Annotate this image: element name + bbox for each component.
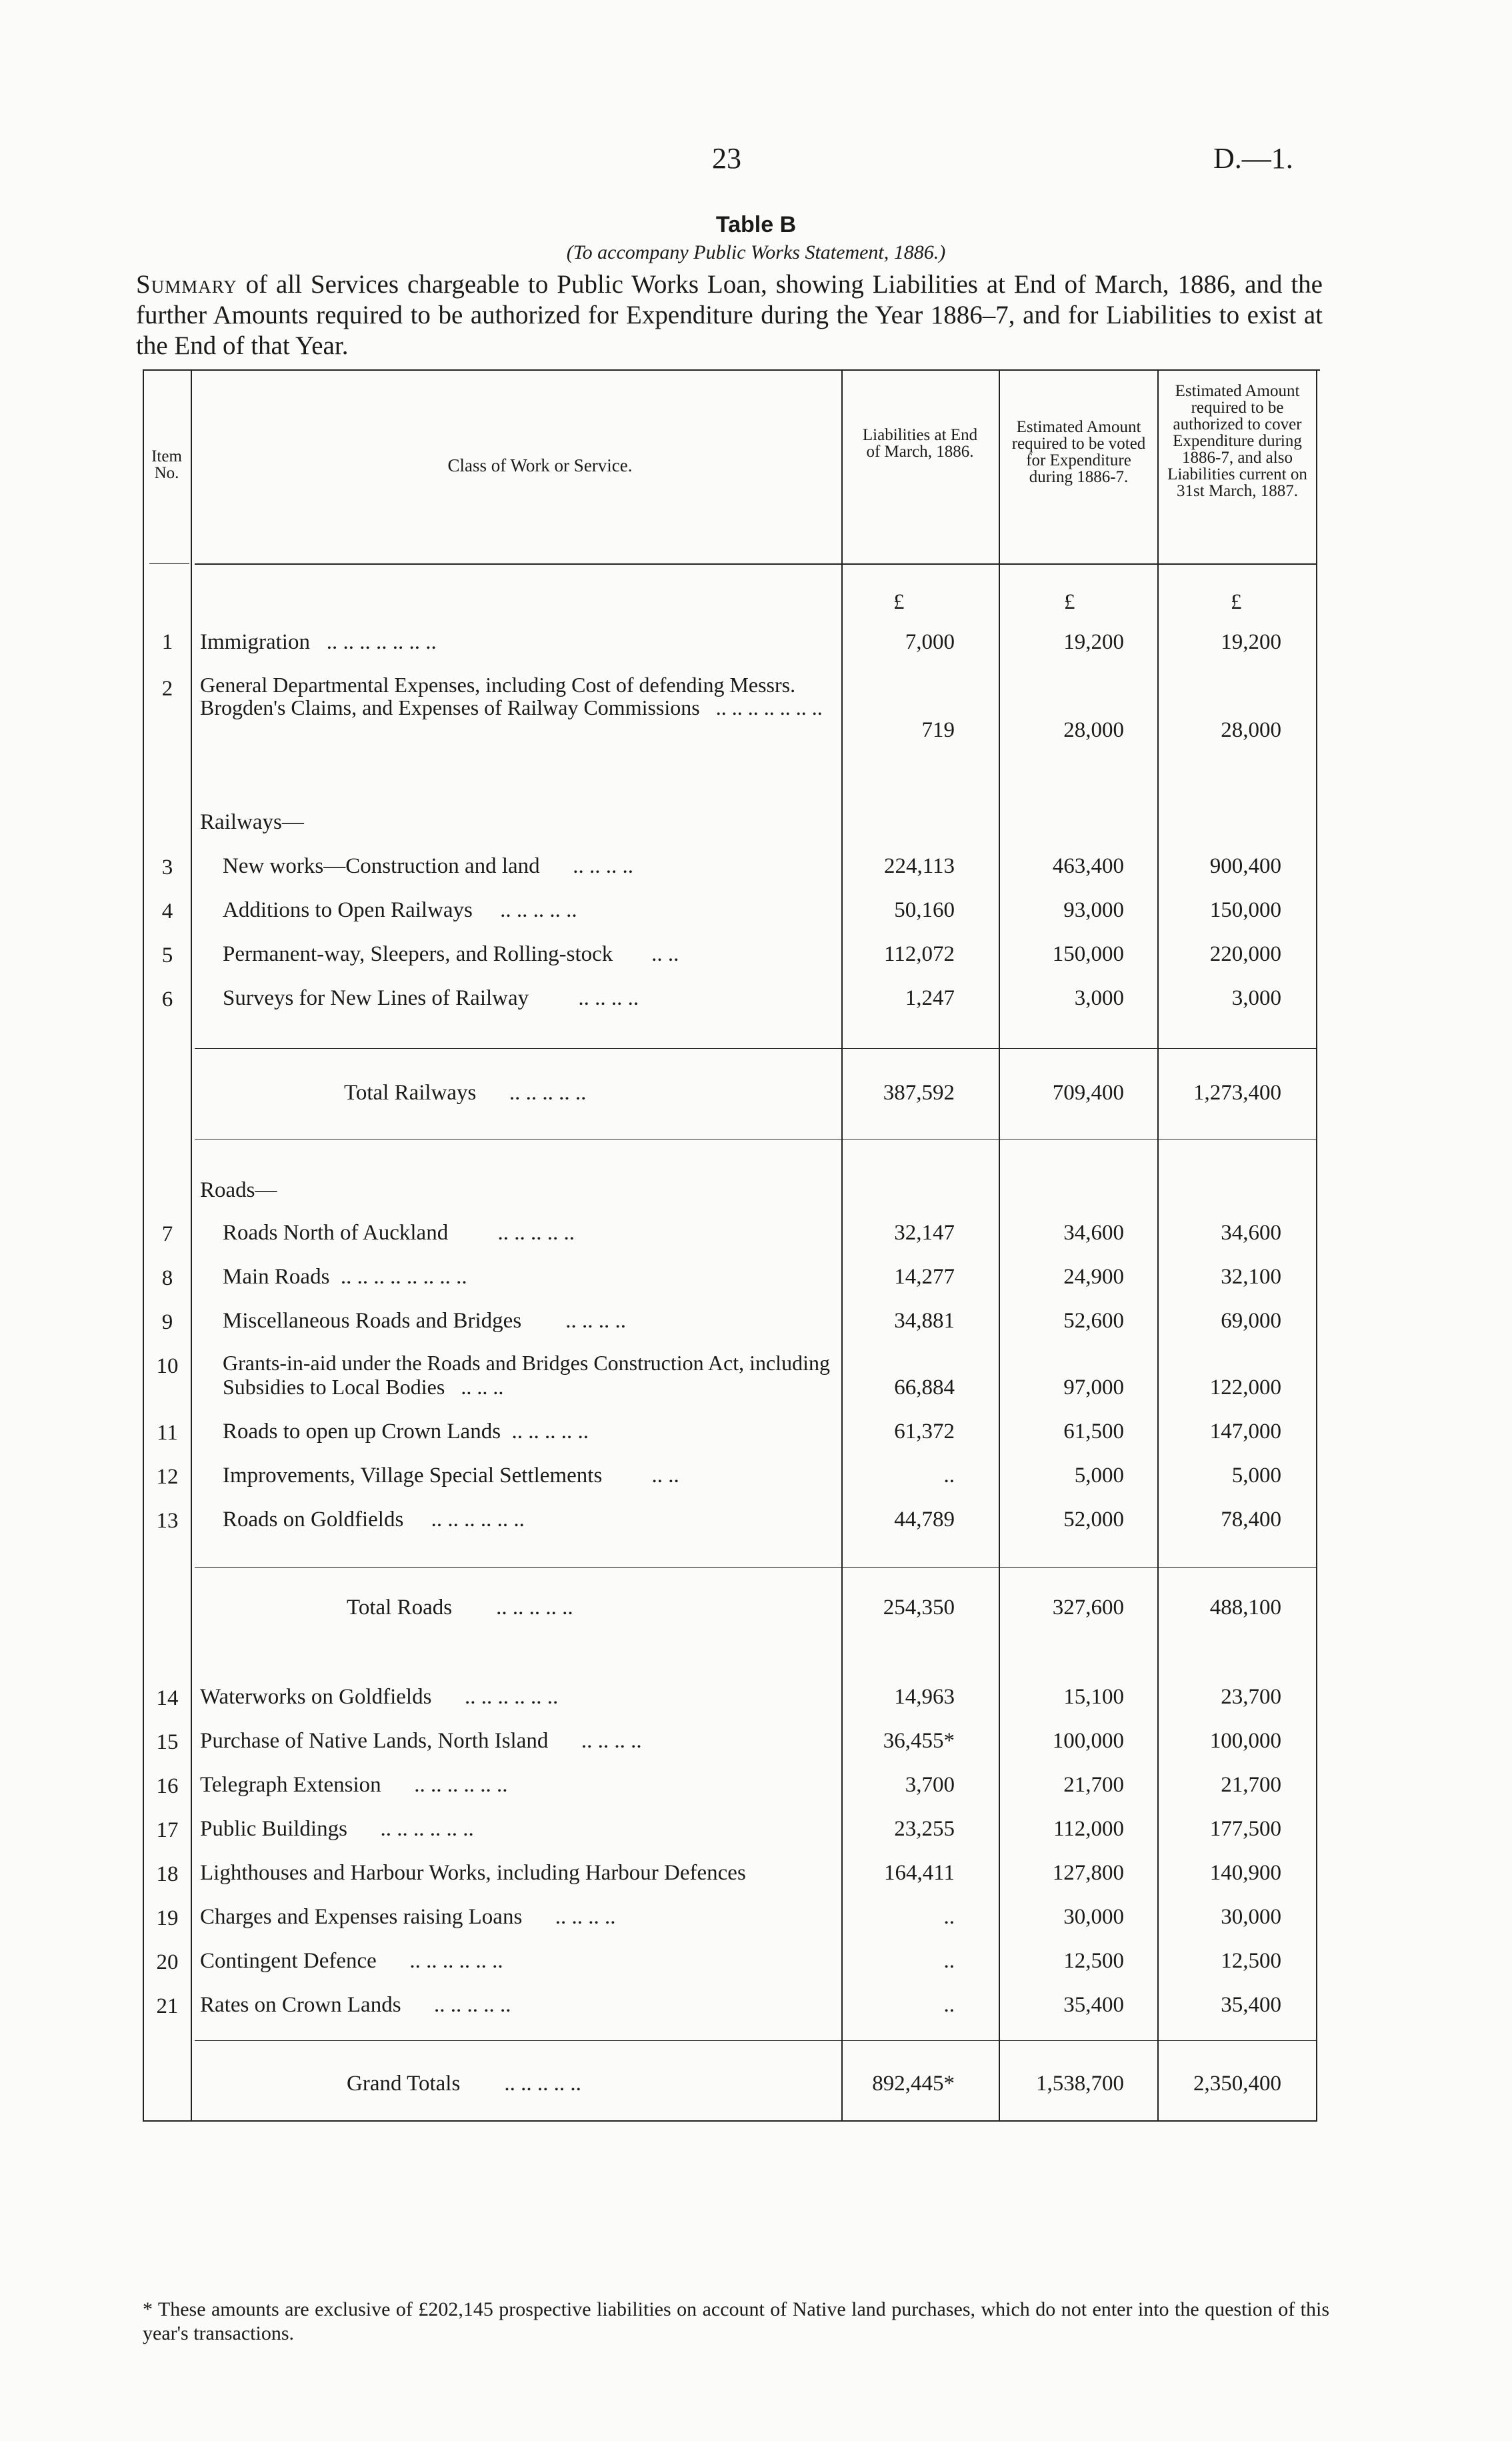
leader-dots: .. .. .. .. .. [511,1420,589,1444]
liabilities-value: 14,963 [894,1685,955,1709]
voted-value: 52,000 [1063,1508,1124,1532]
item-no: 2 [161,677,173,701]
leader-dots: .. .. .. .. [578,986,639,1010]
liabilities-value: 61,372 [894,1420,955,1444]
liabilities-value: .. [943,1949,955,1973]
grand-totals-label [347,2071,581,2096]
item-no: 4 [161,899,173,923]
desc-text: Contingent Defence [200,1949,377,1973]
liabilities-value: 14,277 [894,1265,955,1289]
desc-text: Waterworks on Goldfields [200,1685,432,1709]
liabilities-value: 892,445* [872,2072,955,2096]
table-title: Table B [715,212,797,237]
currency-authorized: £ [1231,590,1242,614]
desc-text: Improvements, Village Special Settlements [223,1464,603,1488]
authorized-value: 69,000 [1221,1309,1281,1333]
leader-dots: .. .. .. .. .. .. [414,1773,508,1797]
authorized-value: 23,700 [1221,1685,1281,1709]
voted-value: 112,000 [1053,1817,1124,1841]
row-desc [200,1816,474,1842]
desc-text: Surveys for New Lines of Railway [223,986,529,1010]
currency-voted: £ [1064,590,1075,614]
leader-dots: .. .. .. .. [573,854,633,878]
col-header-class: Class of Work or Service. [447,455,633,475]
leader-dots: .. .. .. .. .. .. .. [326,630,437,654]
voted-value: 61,500 [1063,1420,1124,1444]
item-no: 17 [156,1818,179,1842]
leader-dots: .. .. .. .. .. [434,1993,511,2017]
voted-value: 327,600 [1052,1596,1124,1620]
authorized-value: 21,700 [1221,1773,1281,1797]
item-no: 6 [161,987,173,1011]
desc-text: New works—Construction and land [223,854,540,878]
authorized-value: 2,350,400 [1193,2072,1281,2096]
summary-text: of all Services chargeable to Public Works Loan, showing Liabilities at End of March, 1886, and the further Amounts required to be authorized for Expenditure during the Year 1886–7, and for Liabilities to exist at the End of that Year. [136,270,1323,360]
liabilities-value: 32,147 [894,1221,955,1245]
liabilities-value: 44,789 [894,1508,955,1532]
item-no: 3 [161,855,173,879]
liabilities-value: 164,411 [883,1861,955,1885]
authorized-value: 19,200 [1221,630,1281,654]
leader-dots: .. .. .. .. .. [509,1081,587,1105]
desc-text: Miscellaneous Roads and Bridges [223,1309,522,1333]
liabilities-value: 254,350 [883,1596,955,1620]
leader-dots: .. .. .. .. .. [496,1596,573,1620]
desc-text: Charges and Expenses raising Loans [200,1905,523,1929]
item-no: 9 [161,1310,173,1334]
document-code: D.—1. [1213,142,1293,175]
voted-value: 150,000 [1052,942,1124,966]
col-header-voted: Estimated Amount required to be voted for Expenditure during 1886-7. [1011,418,1146,486]
authorized-value: 34,600 [1221,1221,1281,1245]
liabilities-value: 50,160 [894,898,955,922]
voted-value: 127,800 [1052,1861,1124,1885]
item-no: 18 [156,1862,179,1886]
row-desc [200,1860,779,1886]
leader-dots: .. .. .. .. .. .. [431,1508,525,1532]
total-label-text: Total Roads [347,1596,453,1620]
liabilities-value: 66,884 [894,1376,955,1400]
desc-text: Additions to Open Railways [223,898,473,922]
voted-value: 3,000 [1074,986,1124,1010]
leader-dots: .. .. [651,1464,679,1488]
leader-dots: .. .. .. .. .. .. .. [715,695,823,719]
total-roads-label [347,1595,573,1620]
liabilities-value: 3,700 [905,1773,955,1797]
voted-value: 24,900 [1063,1265,1124,1289]
item-no: 20 [156,1950,179,1974]
voted-value: 28,000 [1063,718,1124,742]
authorized-value: 32,100 [1221,1265,1281,1289]
item-no: 1 [161,630,173,654]
row-desc [200,1992,511,2018]
authorized-value: 220,000 [1209,942,1281,966]
desc-text: General Departmental Expenses, including Cost of defending Messrs. Brogden's Claims, and Expenses of Railway Commissions [200,673,796,719]
voted-value: 5,000 [1074,1464,1124,1488]
liabilities-value: .. [943,1993,955,2017]
item-no: 14 [156,1686,179,1710]
leader-dots: .. .. .. .. .. .. [380,1817,474,1841]
voted-value: 709,400 [1052,1081,1124,1105]
page-number: 23 [712,142,741,175]
liabilities-value: .. [943,1464,955,1488]
item-no: 7 [161,1222,173,1246]
authorized-value: 3,000 [1231,986,1281,1010]
total-label-text: Grand Totals [347,2072,461,2096]
subtotal-rule [195,2040,1316,2041]
row-desc [200,1948,503,1974]
authorized-value: 140,900 [1209,1861,1281,1885]
item-no: 19 [156,1906,179,1930]
desc-text: Lighthouses and Harbour Works, including Harbour Defences [200,1861,746,1885]
voted-value: 97,000 [1063,1376,1124,1400]
item-no: 15 [156,1730,179,1754]
leader-dots: .. .. .. .. .. [504,2072,581,2096]
col-header-authorized: Estimated Amount required to be authorized to cover Expenditure during 1886-7, and also Liabilities current on 31st March, 1887. [1167,382,1307,500]
authorized-value: 35,400 [1221,1993,1281,2017]
table-subtitle: (To accompany Public Works Statement, 1886.) [566,241,946,263]
desc-text: Public Buildings [200,1817,347,1841]
voted-value: 12,500 [1063,1949,1124,1973]
section-heading-roads: Roads— [200,1178,277,1202]
currency-liabilities: £ [893,590,905,614]
voted-value: 19,200 [1063,630,1124,654]
voted-value: 15,100 [1063,1685,1124,1709]
footnote: * These amounts are exclusive of £202,145 prospective liabilities on account of Native land purchases, which do not enter into the question of this year's transactions. [143,2298,1329,2344]
desc-text: Grants-in-aid under the Roads and Bridges Construction Act, including Subsidies to Local Bodies [223,1351,830,1399]
col-header-liabilities: Liabilities at End of March, 1886. [862,426,978,461]
section-heading-railways: Railways— [200,810,304,834]
authorized-value: 30,000 [1221,1905,1281,1929]
leader-dots: .. .. .. .. .. .. .. .. [340,1265,467,1289]
summary-lead: Summary [136,270,237,299]
authorized-value: 100,000 [1209,1729,1281,1753]
voted-value: 93,000 [1063,898,1124,922]
authorized-value: 12,500 [1221,1949,1281,1973]
voted-value: 21,700 [1063,1773,1124,1797]
liabilities-value: 1,247 [905,986,955,1010]
authorized-value: 28,000 [1221,718,1281,742]
desc-text: Roads to open up Crown Lands [223,1420,501,1444]
subtotal-rule [195,1567,1316,1568]
leader-dots: .. .. .. .. .. .. [409,1949,503,1973]
desc-text: Immigration [200,630,310,654]
voted-value: 30,000 [1063,1905,1124,1929]
desc-text: Main Roads [223,1265,330,1289]
voted-value: 1,538,700 [1036,2072,1124,2096]
leader-dots: .. .. .. .. [581,1729,642,1753]
item-no: 11 [157,1421,178,1445]
liabilities-value: 7,000 [905,630,955,654]
row-desc [200,1728,642,1754]
leader-dots: .. .. .. [461,1375,504,1399]
row-desc [200,1684,558,1710]
leader-dots: .. .. .. .. .. [497,1221,575,1245]
total-label-text: Total Railways [344,1081,477,1105]
voted-value: 463,400 [1052,854,1124,878]
voted-value: 100,000 [1052,1729,1124,1753]
voted-value: 35,400 [1063,1993,1124,2017]
item-no: 10 [156,1354,179,1378]
row-desc [200,1904,616,1930]
leader-dots: .. .. .. .. .. .. [464,1685,559,1709]
item-no: 13 [156,1509,179,1533]
leader-dots: .. .. .. .. .. [500,898,577,922]
desc-text: Telegraph Extension [200,1773,381,1797]
desc-text: Roads on Goldfields [223,1508,404,1532]
desc-text: Permanent-way, Sleepers, and Rolling-stock [223,942,613,966]
item-no: 8 [161,1266,173,1290]
item-no: 16 [156,1774,179,1798]
liabilities-value: 112,072 [883,942,955,966]
table-bottom-rule [143,2120,1317,2122]
liabilities-value: .. [943,1905,955,1929]
voted-value: 34,600 [1063,1221,1124,1245]
authorized-value: 150,000 [1209,898,1281,922]
liabilities-value: 36,455* [883,1729,955,1753]
authorized-value: 122,000 [1209,1376,1281,1400]
authorized-value: 147,000 [1209,1420,1281,1444]
authorized-value: 488,100 [1209,1596,1281,1620]
liabilities-value: 387,592 [883,1081,955,1105]
authorized-value: 78,400 [1221,1508,1281,1532]
leader-dots: .. .. .. .. [555,1905,616,1929]
leader-dots: .. .. [651,942,679,966]
col-header-item: Item No. [151,447,182,482]
liabilities-value: 23,255 [894,1817,955,1841]
row-desc [200,1772,507,1798]
item-no: 12 [156,1465,179,1489]
authorized-value: 177,500 [1209,1817,1281,1841]
desc-text: Roads North of Auckland [223,1221,449,1245]
item-no: 21 [156,1994,179,2018]
authorized-value: 1,273,400 [1193,1081,1281,1105]
liabilities-value: 34,881 [894,1309,955,1333]
leader-dots: .. .. .. .. [565,1309,626,1333]
liabilities-value: 719 [921,718,955,742]
desc-text: Rates on Crown Lands [200,1993,401,2017]
authorized-value: 900,400 [1209,854,1281,878]
desc-text: Purchase of Native Lands, North Island [200,1729,549,1753]
liabilities-value: 224,113 [883,854,955,878]
voted-value: 52,600 [1063,1309,1124,1333]
authorized-value: 5,000 [1231,1464,1281,1488]
item-no: 5 [161,943,173,967]
